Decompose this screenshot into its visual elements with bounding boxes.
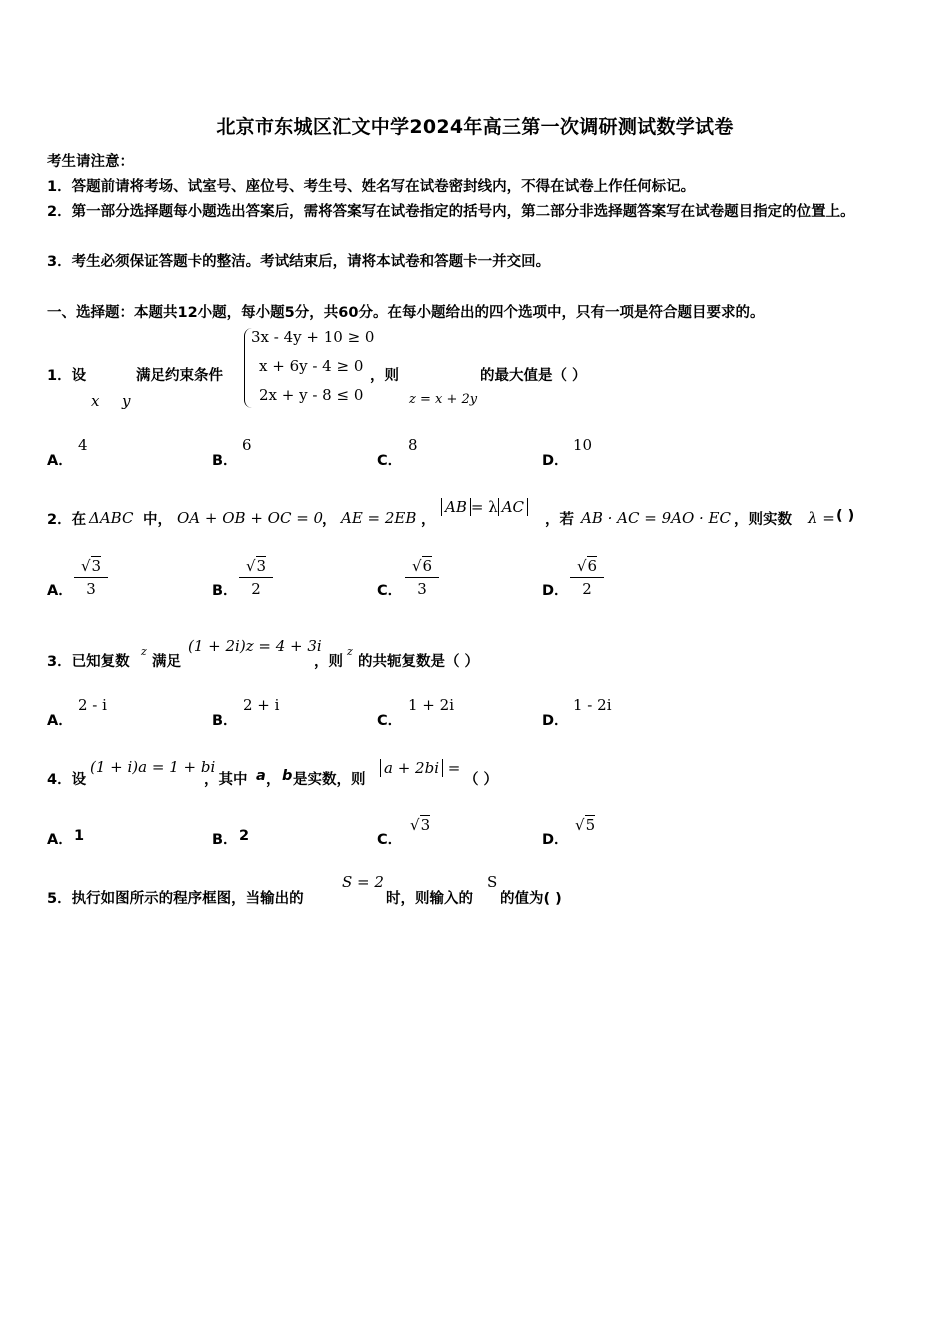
q4-option-d-value: √5 bbox=[575, 816, 596, 834]
q4-prefix: 4．设 bbox=[47, 772, 87, 788]
q2-option-b-num: 3 bbox=[256, 557, 267, 575]
q1-option-a-value: 4 bbox=[78, 436, 88, 454]
q2-eq-3 bbox=[441, 497, 528, 516]
q3-suffix: 的共轭复数是（ ） bbox=[358, 654, 480, 670]
q1-option-b-value: 6 bbox=[242, 436, 252, 454]
q2-option-c-label: C． bbox=[377, 583, 403, 599]
q2-option-c-value: $\frac{√6}{3}$ bbox=[405, 557, 439, 598]
q2-option-c-num: 6 bbox=[422, 557, 433, 575]
q2-prefix: 2．在 bbox=[47, 512, 87, 528]
q1-var-x: x bbox=[91, 392, 100, 410]
q4-option-c-radicand: 3 bbox=[420, 816, 431, 834]
q3-then: ，则 bbox=[314, 654, 343, 670]
q3-option-b-label: B． bbox=[212, 713, 238, 729]
q4-option-b-label: B． bbox=[212, 832, 238, 848]
q4-option-c-value: √3 bbox=[410, 816, 431, 834]
q5-suffix: 的值为( ) bbox=[500, 891, 562, 907]
q2-text-2: ，若 bbox=[545, 512, 574, 528]
q2-lambda: λ = bbox=[808, 509, 835, 527]
q4-option-a-value: 1 bbox=[74, 828, 85, 844]
q1-option-c-value: 8 bbox=[408, 436, 418, 454]
q2-eq-2: AE = 2EB bbox=[341, 509, 417, 527]
q2-eq3-eq: = λ bbox=[470, 498, 498, 516]
notice-heading: 考生请注意： bbox=[47, 154, 134, 170]
q2-option-d-value: $\frac{√6}{2}$ bbox=[570, 557, 604, 598]
q4-equation: (1 + i)a = 1 + bi bbox=[90, 758, 216, 776]
q1-mid: 满足约束条件 bbox=[136, 368, 223, 384]
q4-abs-value: a + 2bi bbox=[380, 759, 443, 777]
q4-var-b: b bbox=[282, 768, 293, 784]
q4-option-b-value: 2 bbox=[239, 828, 250, 844]
q3-option-c-label: C． bbox=[377, 713, 403, 729]
q1-option-b-label: B． bbox=[212, 453, 238, 469]
q1-suffix: 的最大值是（ ） bbox=[480, 368, 587, 384]
q4-var-a: a bbox=[256, 768, 266, 784]
q4-option-d-radicand: 5 bbox=[585, 816, 596, 834]
q1-constraint-2: x + 6y - 4 ≥ 0 bbox=[259, 357, 364, 375]
q1-option-a-label: A． bbox=[47, 453, 73, 469]
q2-abs-ab: AB bbox=[441, 498, 471, 516]
q1-option-d-value: 10 bbox=[573, 436, 593, 454]
q2-option-b-label: B． bbox=[212, 583, 238, 599]
q4-suffix: （ ） bbox=[464, 772, 499, 788]
q2-eq-4: AB · AC = 9AO · EC bbox=[581, 509, 731, 527]
q1-objective: z = x + 2y bbox=[409, 392, 478, 407]
page-title: 北京市东城区汇文中学2024年高三第一次调研测试数学试卷 bbox=[216, 116, 734, 138]
q1-constraint-3: 2x + y - 8 ≤ 0 bbox=[259, 386, 364, 404]
q1-var-y: y bbox=[122, 392, 131, 410]
q2-option-a-num: 3 bbox=[91, 557, 102, 575]
q2-option-b-den: 2 bbox=[251, 580, 261, 598]
q3-option-c-value: 1 + 2i bbox=[408, 696, 454, 714]
q5-prefix: 5．执行如图所示的程序框图，当输出的 bbox=[47, 891, 304, 907]
notice-item-2: 2．第一部分选择题每小题选出答案后，需将答案写在试卷指定的括号内，第二部分非选择题答案写在试卷题目指定的位置上。 bbox=[47, 204, 855, 220]
q3-option-d-value: 1 - 2i bbox=[573, 696, 612, 714]
q4-eq-sign: = bbox=[443, 759, 461, 777]
q4-mid-2: 是实数，则 bbox=[293, 772, 366, 788]
q2-text-1: 中， bbox=[143, 512, 172, 528]
q3-mid: 满足 bbox=[152, 654, 181, 670]
q3-option-b-value: 2 + i bbox=[243, 696, 280, 714]
q4-comma: ， bbox=[266, 772, 281, 788]
q2-sep-1: ， bbox=[322, 512, 337, 528]
q3-equation: (1 + 2i)z = 4 + 3i bbox=[188, 637, 322, 655]
q4-option-c-label: C． bbox=[377, 832, 403, 848]
q2-option-a-value: $\frac{√3}{3}$ bbox=[74, 557, 108, 598]
q2-option-c-den: 3 bbox=[417, 580, 427, 598]
section-heading: 一、选择题：本题共12小题，每小题5分，共60分。在每小题给出的四个选项中，只有一项是符合题目要求的。 bbox=[47, 305, 765, 321]
q2-option-b-value: $\frac{√3}{2}$ bbox=[239, 557, 273, 598]
q1-option-d-label: D． bbox=[542, 453, 569, 469]
q3-option-a-value: 2 - i bbox=[78, 696, 107, 714]
q4-option-d-label: D． bbox=[542, 832, 569, 848]
q5-var-s: S bbox=[487, 873, 498, 891]
q2-sep-2: ， bbox=[421, 512, 436, 528]
q2-option-a-label: A． bbox=[47, 583, 73, 599]
notice-item-1: 1．答题前请将考场、试室号、座位号、考生号、姓名写在试卷密封线内，不得在试卷上作任何标记。 bbox=[47, 179, 696, 195]
q2-triangle: ΔABC bbox=[89, 509, 134, 527]
q2-eq-1: OA + OB + OC = 0 bbox=[177, 509, 324, 527]
q3-var-z: z bbox=[141, 645, 147, 658]
q1-constraint-1: 3x - 4y + 10 ≥ 0 bbox=[251, 328, 375, 346]
q3-option-d-label: D． bbox=[542, 713, 569, 729]
q2-abs-ac: AC bbox=[498, 498, 528, 516]
q4-mid-1: ，其中 bbox=[204, 772, 248, 788]
q2-text-3: ，则实数 bbox=[734, 512, 792, 528]
q3-option-a-label: A． bbox=[47, 713, 73, 729]
q4-option-a-label: A． bbox=[47, 832, 73, 848]
q3-var-z-2: z bbox=[347, 645, 353, 658]
q2-option-d-den: 2 bbox=[582, 580, 592, 598]
q2-option-d-num: 6 bbox=[587, 557, 598, 575]
q3-prefix: 3．已知复数 bbox=[47, 654, 130, 670]
q2-option-a-den: 3 bbox=[86, 580, 96, 598]
q1-then: ，则 bbox=[370, 368, 399, 384]
notice-item-3: 3．考生必须保证答题卡的整洁。考试结束后，请将本试卷和答题卡一并交回。 bbox=[47, 254, 551, 270]
q5-mid: 时，则输入的 bbox=[386, 891, 473, 907]
q2-suffix: ( ) bbox=[836, 508, 855, 524]
q4-abs-expr bbox=[380, 758, 460, 777]
q2-option-d-label: D． bbox=[542, 583, 569, 599]
q1-option-c-label: C． bbox=[377, 453, 403, 469]
q1-prefix: 1．设 bbox=[47, 368, 87, 384]
q5-equation: S = 2 bbox=[342, 873, 384, 891]
